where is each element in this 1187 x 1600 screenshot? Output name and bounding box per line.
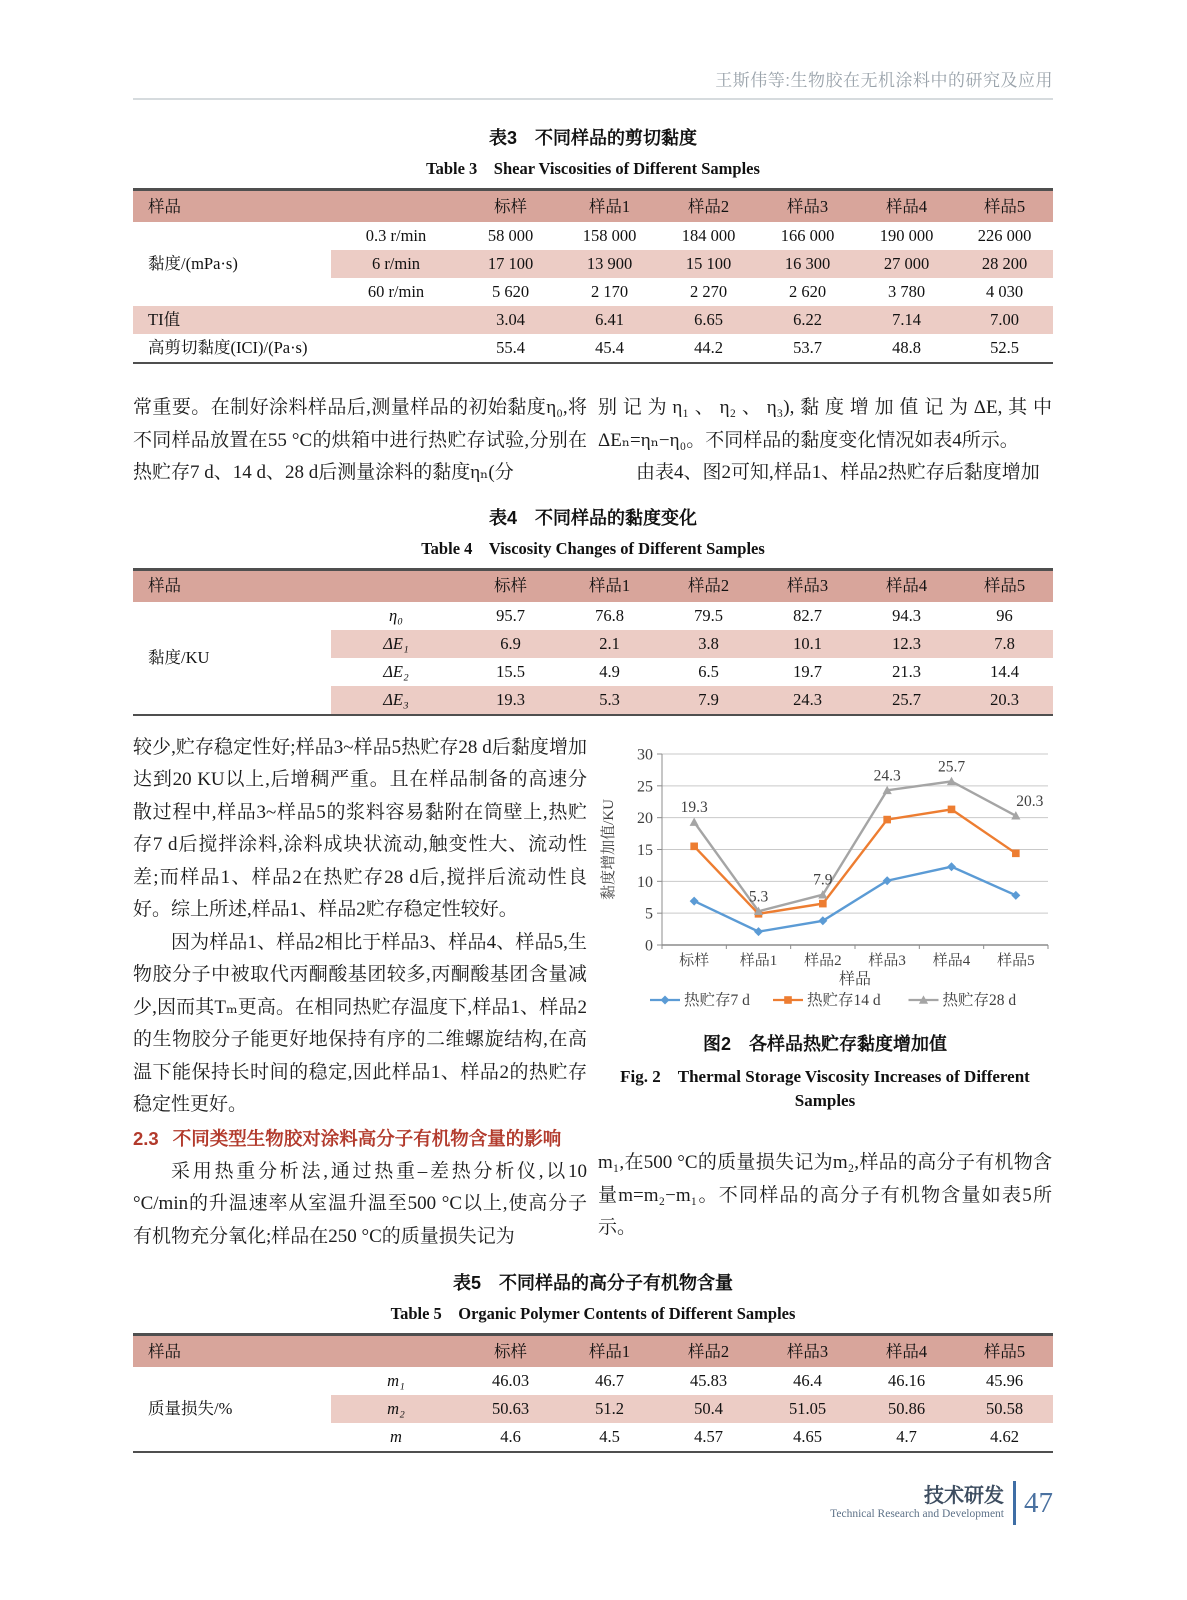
table-column-header: 样品5 xyxy=(956,190,1053,223)
table-value-cell: 190 000 xyxy=(879,226,934,245)
table-corner-header: 样品 xyxy=(133,1335,461,1368)
data-label: 5.3 xyxy=(748,887,769,905)
x-tick-label: 样品5 xyxy=(997,952,1035,969)
table5-title-en: Table 5 Organic Polymer Contents of Different Samples xyxy=(390,1304,796,1323)
table-value-cell: 82.7 xyxy=(793,605,822,625)
data-label: 24.3 xyxy=(873,766,901,784)
data-point-diamond xyxy=(1011,890,1020,899)
table-column-header: 标样 xyxy=(461,190,560,223)
row-group-label: 质量损失/% xyxy=(148,1399,233,1418)
paragraph: 较少,贮存稳定性好;样品3~样品5热贮存28 d后黏度增加达到20 KU以上,后增稠严重。且在样品制备的高速分散过程中,样品3~样品5的浆料容易黏附在筒壁上,热贮存7 d后搅拌涂料,涂料成块状流动,触变性大、流动性差;而样品1、样品2在热贮存28 d后,搅拌后流动性良好。综上所述,样品1、样品2贮存稳定性较好。 xyxy=(133,736,587,920)
footer-labels xyxy=(830,1485,1004,1522)
table-value-cell: 50.63 xyxy=(461,1395,560,1423)
y-tick-label: 10 xyxy=(637,873,653,891)
table-value-cell: 19.3 xyxy=(461,686,560,715)
running-header: 王斯伟等:生物胶在无机涂料中的研究及应用 xyxy=(715,71,1053,90)
data-point-diamond xyxy=(947,862,956,871)
table-value-cell: 95.7 xyxy=(496,605,525,625)
table-value-cell: 16 300 xyxy=(758,250,857,278)
row-sub-label: ΔE₂ xyxy=(383,661,409,681)
table-value-cell: 48.8 xyxy=(892,338,921,357)
table-row xyxy=(133,1367,1053,1395)
table-value-cell: 94.3 xyxy=(892,605,921,625)
table-value-cell: 7.00 xyxy=(956,306,1053,334)
table-value-cell: 158 000 xyxy=(582,226,637,245)
data-point-square xyxy=(784,996,792,1004)
table4-title-cn: 表4 不同样品的黏度变化 xyxy=(488,507,697,528)
table-column-header: 样品3 xyxy=(758,1335,857,1368)
table-value-cell: 7.14 xyxy=(857,306,956,334)
section-number: 2.3 xyxy=(133,1127,159,1149)
table-value-cell: 44.2 xyxy=(694,338,723,357)
table-value-cell: 6.5 xyxy=(698,661,719,681)
table-value-cell: 10.1 xyxy=(758,630,857,658)
table-value-cell: 50.86 xyxy=(857,1395,956,1423)
figure2-caption-en: Fig. 2 Thermal Storage Viscosity Increases of Different Samples xyxy=(620,1067,1030,1110)
table-value-cell: 25.7 xyxy=(857,686,956,715)
x-axis-title: 样品 xyxy=(838,970,872,988)
x-tick-label: 样品3 xyxy=(868,952,906,969)
table-value-cell: 4.9 xyxy=(599,661,620,681)
table-column-header: 样品1 xyxy=(560,569,659,602)
table-value-cell: 55.4 xyxy=(496,338,525,357)
section-title: 不同类型生物胶对涂料高分子有机物含量的影响 xyxy=(172,1127,562,1149)
table-value-cell: 15.5 xyxy=(496,661,525,681)
table-value-cell: 4.7 xyxy=(896,1427,917,1446)
table-header-row xyxy=(133,1335,1053,1368)
row-sub-label: m₁ xyxy=(387,1371,405,1390)
table-value-cell: 2.1 xyxy=(560,630,659,658)
row-sub-label: ΔE₁ xyxy=(331,630,461,658)
row-sub-label: 60 r/min xyxy=(367,282,425,301)
table-value-cell: 4.6 xyxy=(500,1427,521,1446)
legend-label: 热贮存7 d xyxy=(684,991,750,1009)
table5 xyxy=(133,1333,1053,1453)
left-column xyxy=(133,732,587,1254)
table-value-cell: 19.7 xyxy=(793,661,822,681)
table-row xyxy=(133,602,1053,630)
text-section-1 xyxy=(133,392,1053,490)
table-value-cell: 46.4 xyxy=(793,1371,822,1390)
table-header-row xyxy=(133,569,1053,602)
table-value-cell: 4.62 xyxy=(990,1427,1019,1446)
row-sub-label: 6 r/min xyxy=(331,250,461,278)
table-value-cell: 28 200 xyxy=(956,250,1053,278)
page-number: 47 xyxy=(1024,1486,1053,1519)
page-footer xyxy=(830,1481,1053,1525)
table-column-header: 样品4 xyxy=(857,190,956,223)
table-column-header: 样品4 xyxy=(857,1335,956,1368)
table-value-cell: 6.65 xyxy=(659,306,758,334)
table-row xyxy=(133,222,1053,250)
row-sub-label: m xyxy=(390,1427,402,1446)
table-value-cell: 2 620 xyxy=(788,282,827,301)
row-sub-label: m₂ xyxy=(331,1395,461,1423)
table4-title-en: Table 4 Viscosity Changes of Different Samples xyxy=(421,538,765,558)
data-label: 20.3 xyxy=(1016,792,1044,810)
legend-label: 热贮存14 d xyxy=(807,991,881,1009)
table-value-cell: 15 100 xyxy=(659,250,758,278)
data-point-diamond xyxy=(690,896,699,905)
table-value-cell: 46.16 xyxy=(887,1371,926,1390)
table-value-cell: 2 270 xyxy=(689,282,728,301)
table-column-header: 样品5 xyxy=(956,1335,1053,1368)
table-value-cell: 7.9 xyxy=(659,686,758,715)
table-value-cell: 58 000 xyxy=(487,226,534,245)
table3-section xyxy=(133,124,1053,364)
table-value-cell: 27 000 xyxy=(857,250,956,278)
table-header-row xyxy=(133,190,1053,223)
y-axis-title: 黏度增加值/KU xyxy=(601,798,617,900)
table-value-cell: 3.8 xyxy=(659,630,758,658)
x-tick-label: 样品1 xyxy=(739,952,778,969)
table-value-cell: 5.3 xyxy=(560,686,659,715)
section-heading-2-3 xyxy=(133,1122,587,1156)
y-tick-label: 5 xyxy=(645,905,653,923)
table-row xyxy=(133,334,1053,363)
table-corner-header: 样品 xyxy=(133,569,461,602)
data-point-square xyxy=(948,805,956,813)
table-value-cell: 53.7 xyxy=(793,338,822,357)
table-value-cell: 166 000 xyxy=(780,226,835,245)
table4-section xyxy=(133,504,1053,716)
y-tick-label: 20 xyxy=(637,809,653,827)
table-column-header: 标样 xyxy=(461,569,560,602)
table-column-header: 标样 xyxy=(461,1335,560,1368)
table-value-cell: 51.2 xyxy=(560,1395,659,1423)
table-value-cell: 24.3 xyxy=(758,686,857,715)
table-value-cell: 46.03 xyxy=(491,1371,530,1390)
data-table xyxy=(133,1333,1053,1453)
row-sub-label: 0.3 r/min xyxy=(365,226,427,245)
table-value-cell: 226 000 xyxy=(977,226,1032,245)
table-value-cell: 20.3 xyxy=(956,686,1053,715)
data-point-square xyxy=(883,815,891,823)
table-column-header: 样品1 xyxy=(560,190,659,223)
row-group-label: 黏度/(mPa·s) xyxy=(148,254,238,273)
y-tick-label: 0 xyxy=(645,937,653,954)
table-column-header: 样品2 xyxy=(659,190,758,223)
data-label: 7.9 xyxy=(813,871,833,889)
data-table xyxy=(133,188,1053,364)
table-column-header: 样品2 xyxy=(659,1335,758,1368)
table-value-cell: 184 000 xyxy=(681,226,736,245)
table3-title-en: Table 3 Shear Viscosities of Different Samples xyxy=(426,159,760,178)
table-value-cell: 4 030 xyxy=(985,282,1024,301)
y-tick-label: 25 xyxy=(637,777,653,795)
x-tick-label: 样品2 xyxy=(804,952,842,969)
right-column xyxy=(598,392,1052,490)
table-value-cell: 4.5 xyxy=(599,1427,620,1446)
paragraph: 由表4、图2可知,样品1、样品2热贮存后黏度增加 xyxy=(636,462,1040,483)
row-sub-label xyxy=(331,334,461,363)
header-rule xyxy=(133,98,1053,100)
row-sub-label: ΔE₃ xyxy=(331,686,461,715)
table-value-cell: 52.5 xyxy=(990,338,1019,357)
table-value-cell: 5 620 xyxy=(491,282,530,301)
text-section-2 xyxy=(133,732,1053,1254)
data-point-diamond xyxy=(661,995,670,1004)
table-value-cell: 51.05 xyxy=(758,1395,857,1423)
table-value-cell: 6.9 xyxy=(461,630,560,658)
table-value-cell: 45.83 xyxy=(689,1371,728,1390)
paragraph: 采用热重分析法,通过热重–差热分析仪,以10 °C/min的升温速率从室温升温至500 °C以上,使高分子有机物充分氧化;样品在250 °C的质量损失记为 xyxy=(133,1160,587,1247)
table-value-cell: 96 xyxy=(996,605,1013,625)
table-value-cell: 45.4 xyxy=(595,338,624,357)
x-tick-label: 标样 xyxy=(679,952,710,969)
table5-title-cn: 表5 不同样品的高分子有机物含量 xyxy=(452,1273,733,1293)
table-value-cell: 12.3 xyxy=(857,630,956,658)
left-column xyxy=(133,392,587,490)
data-point-square xyxy=(1012,849,1020,857)
footer-label-cn: 技术研发 xyxy=(924,1484,1004,1507)
table-value-cell: 21.3 xyxy=(892,661,921,681)
table4 xyxy=(133,568,1053,716)
paragraph: 别记为η₁、η₂、η₃),黏度增加值记为ΔE,其中ΔEₙ=ηₙ−η₀。不同样品的黏度变化情况如表4所示。 xyxy=(598,397,1052,451)
series-line xyxy=(694,809,1016,913)
row-sub-label: η₀ xyxy=(389,605,403,625)
table-value-cell: 7.8 xyxy=(956,630,1053,658)
data-point-triangle xyxy=(690,817,699,825)
paragraph: m₁,在500 °C的质量损失记为m₂,样品的高分子有机物含量m=m₂−m₁。不同样品的高分子有机物含量如表5所示。 xyxy=(598,1152,1052,1238)
row-group-label: TI值 xyxy=(133,306,331,334)
figure2-caption-cn: 图2 各样品热贮存黏度增加值 xyxy=(702,1033,947,1054)
table-value-cell: 2 170 xyxy=(590,282,629,301)
table3 xyxy=(133,188,1053,364)
table-value-cell: 4.65 xyxy=(793,1427,822,1446)
table-value-cell: 50.58 xyxy=(956,1395,1053,1423)
footer-label-en: Technical Research and Development xyxy=(830,1507,1004,1520)
x-tick-label: 样品4 xyxy=(932,952,971,969)
table-value-cell: 50.4 xyxy=(659,1395,758,1423)
y-tick-label: 15 xyxy=(637,841,653,859)
table3-title-cn: 表3 不同样品的剪切黏度 xyxy=(488,128,697,148)
table-value-cell: 17 100 xyxy=(461,250,560,278)
row-sub-label xyxy=(331,306,461,334)
data-point-square xyxy=(690,842,698,850)
table-value-cell: 6.41 xyxy=(560,306,659,334)
table-column-header: 样品3 xyxy=(758,190,857,223)
table-row xyxy=(133,306,1053,334)
data-label: 25.7 xyxy=(937,757,966,775)
table-column-header: 样品5 xyxy=(956,569,1053,602)
data-table xyxy=(133,568,1053,716)
table5-section xyxy=(133,1269,1053,1453)
table-value-cell: 3 780 xyxy=(887,282,926,301)
legend-label: 热贮存28 d xyxy=(942,991,1017,1009)
paragraph: 常重要。在制好涂料样品后,测量样品的初始黏度η₀,将不同样品放置在55 °C的烘箱中进行热贮存试验,分别在热贮存7 d、14 d、28 d后测量涂料的黏度ηₙ(分 xyxy=(133,397,587,483)
table-value-cell: 6.22 xyxy=(758,306,857,334)
data-label: 19.3 xyxy=(680,798,708,816)
table-value-cell: 3.04 xyxy=(461,306,560,334)
table-value-cell: 79.5 xyxy=(694,605,723,625)
series-line xyxy=(694,866,1016,931)
y-tick-label: 30 xyxy=(637,746,653,763)
table-value-cell: 4.57 xyxy=(694,1427,723,1446)
table-column-header: 样品2 xyxy=(659,569,758,602)
data-point-diamond xyxy=(754,927,763,936)
table-column-header: 样品1 xyxy=(560,1335,659,1368)
table-value-cell: 45.96 xyxy=(985,1371,1024,1390)
table-value-cell: 46.7 xyxy=(595,1371,624,1390)
paragraph: 因为样品1、样品2相比于样品3、样品4、样品5,生物胶分子中被取代丙酮酸基团较多,丙酮酸基团含量减少,因而其Tₘ更高。在相同热贮存温度下,样品1、样品2的生物胶分子能更好地保持有序的二维螺旋结构,在高温下能保持长时间的稳定,因此样品1、样品2的热贮存稳定性更好。 xyxy=(133,931,587,1115)
footer-divider xyxy=(1013,1481,1016,1525)
series-line xyxy=(694,781,1016,911)
table-column-header: 样品3 xyxy=(758,569,857,602)
right-column xyxy=(598,732,1052,1254)
table-column-header: 样品4 xyxy=(857,569,956,602)
viscosity-increase-line-chart xyxy=(598,732,1056,1020)
row-group-label: 黏度/KU xyxy=(148,647,210,667)
table-corner-header: 样品 xyxy=(133,190,461,223)
table-value-cell: 76.8 xyxy=(595,605,624,625)
data-point-square xyxy=(819,899,827,907)
table-value-cell: 14.4 xyxy=(990,661,1019,681)
row-group-label: 高剪切黏度(ICI)/(Pa·s) xyxy=(148,338,308,357)
spacer xyxy=(598,1113,1052,1147)
table-value-cell: 13 900 xyxy=(560,250,659,278)
